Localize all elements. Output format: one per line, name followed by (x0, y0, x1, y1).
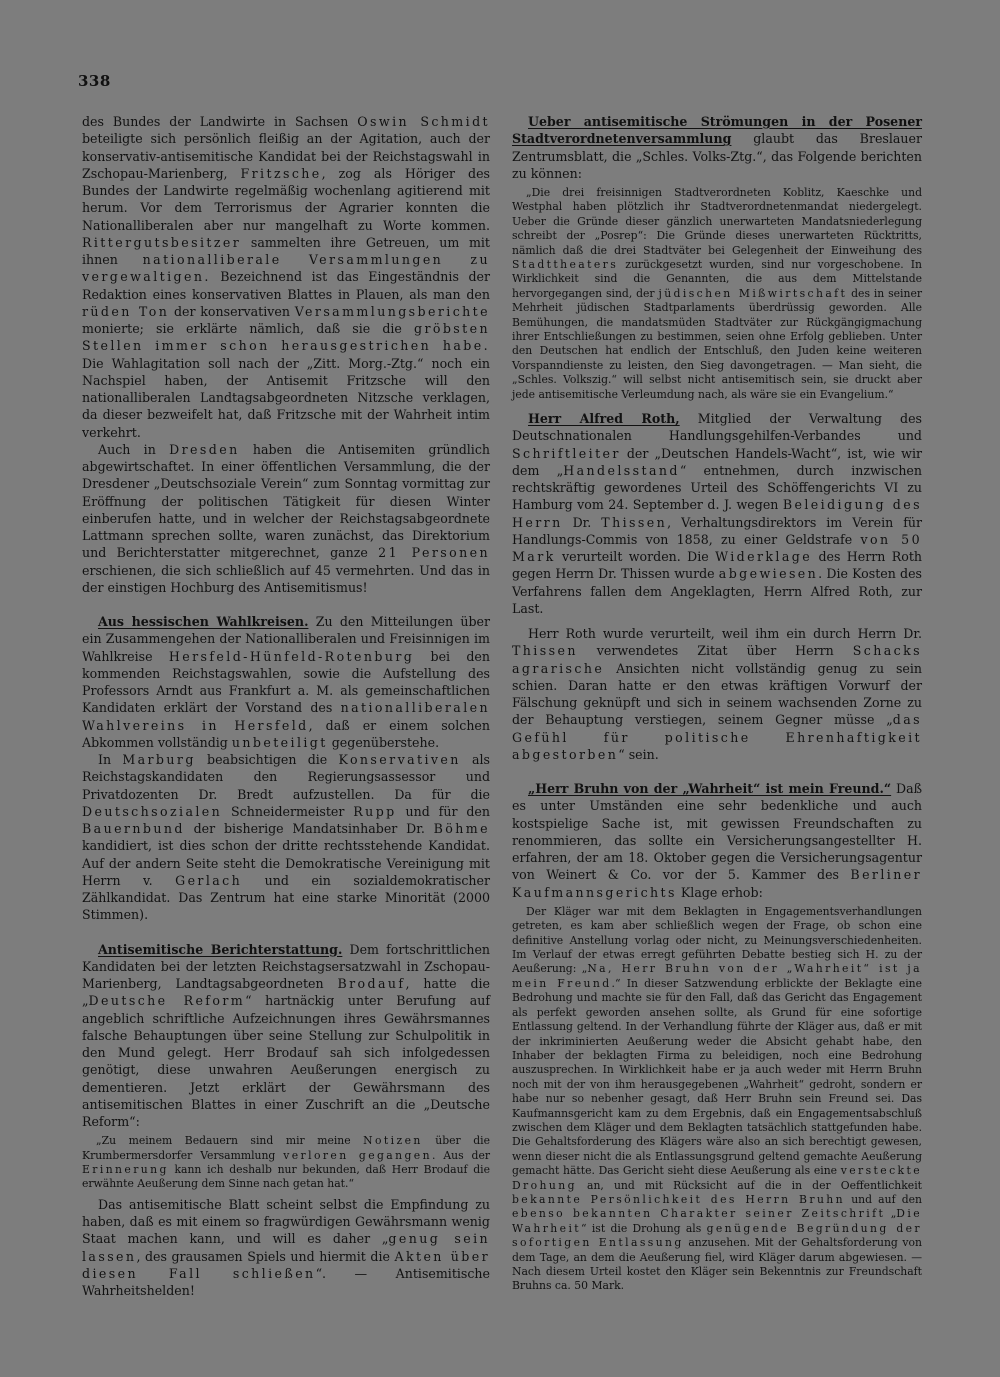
right-column (512, 113, 922, 1298)
article-alfred-roth: Herr Alfred Roth, Mitglied der Verwaltung des Deutschnationalen Handlungsgehilfen-Verbandes und Schriftleiter der „Deutschen Handels-Wacht“, ist, wie wir dem „Handelsstand“ entnehmen, durch inzwischen rechtskräftig gewordenes Urteil des Schöffengerichts VI zu Hamburg vom 24. September d. J. wegen Beleidigung des Herrn Dr. Thissen, Verhaltungsdirektors im Verein für Handlungs-Commis von 1858, zu einer Geldstrafe von 50 Mark verurteilt worden. Die Widerklage des Herrn Roth gegen Herrn Dr. Thissen wurde abgewiesen. Die Kosten des Verfahrens fallen dem Angeklagten, Herrn Alfred Roth, zur Last. (512, 411, 923, 616)
article-heading: Ueber antisemitische Strömungen in der Posener Stadtverordnetenversammlung (512, 114, 922, 147)
quote-posen: „Die drei freisinnigen Stadtverordneten Koblitz, Kaeschke und Westphal haben plötzlich ihr Stadtverordnetenmandat niedergelegt. Ueber die Gründe dieser gänzlich unerwarteten Mandatsniederlegung schreibt der „Posrep“: Die Gründe dieses unerwarteten Rücktritts, nämlich daß die drei Stadtväter bei Gelegenheit der Einweihung des Stadttheaters zurückgesetzt wurden, sind nur vorgeschobene. In Wirklichkeit sind die Genannten, die aus dem Mittelstande hervorgegangen sind, der jüdischen Mißwirtschaft des in seiner Mehrheit jüdischen Stadtparlaments überdrüssig geworden. Alle Bemühungen, die mandatsmüden Stadtväter zur Rückgängigmachung ihrer Entschließungen zu bestimmen, seien ohne Erfolg geblieben. Unter den Deutschen hat endlich der Entschluß, den Juden keine weiteren Vorspanndienste zu leisten, den Sieg davongetragen. — Man sieht, die „Schles. Volkszig.“ will selbst nicht antisemitisch sein, sie druckt aber jede antisemitische Verleumdung nach, als wäre sie ein Evangelium.“ (512, 186, 922, 401)
quote-informant: „Zu meinem Bedauern sind mir meine Notizen über die Krumbermersdorfer Versammlung verloren gegangen. Aus der Erinnerung kann ich deshalb nur bekunden, daß Herr Brodauf die erwähnte Aeußerung dem Sinne nach getan hat.“ (82, 1134, 490, 1191)
article-heading: Antisemitische Berichterstattung. (98, 941, 343, 957)
paragraph-saxony-agitation: des Bundes der Landwirte in Sachsen Oswin Schmidt beteiligte sich persönlich fleißig an der Agitation, auch der konservativ-antisemitische Kandidat bei der Reichstagswahl in Zschopau-Marienberg, Fritzsche, zog als Höriger des Bundes der Landwirte regelmäßig wochenlang agitierend mit herum. Vor dem Terrorismus der Agrarier konnten die Nationalliberalen aber nur mangelhaft zu Worte kommen. Rittergutsbesitzer sammelten ihre Getreuen, um mit ihnen nationalliberale Versammlungen zu vergewaltigen. Bezeichnend ist das Eingeständnis der Redaktion eines konservativen Blattes in Plauen, als man den rüden Ton der konservativen Versammlungsberichte monierte; sie erklärte nämlich, daß sie die gröbsten Stellen immer schon herausgestrichen habe. Die Wahlagitation soll nach der „Zitt. Morg.-Ztg.“ noch ein Nachspiel haben, der Antisemit Fritzsche will den nationalliberalen Landtagsabgeordneten Nitzsche verklagen, da dieser bezweifelt hat, daß Fritzsche mit der Wahrheit intim verkehrt. (82, 114, 491, 440)
quote-court-case: Der Kläger war mit dem Beklagten in Engagementsverhandlungen getreten, es kam aber schließlich wegen der Frage, ob schon eine definitive Anstellung vorlag oder nicht, zu Meinungsverschiedenheiten. Im Verlauf der etwas erregt geführten Debatte bestieg sich H. zu der Aeußerung: „Na, Herr Bruhn von der „Wahrheit“ ist ja mein Freund.“ In dieser Satzwendung erblickte der Beklagte eine Bedrohung und machte sie für den Fall, daß das Gericht das Engagement als perfekt geworden ansehen sollte, als Grund für eine sofortige Entlassung geltend. In der Verhandlung führte der Kläger aus, daß er mit der inkriminierten Aeußerung weder die Absicht gehabt habe, den Inhaber der beklagten Firma zu beleidigen, noch eine Bedrohung auszusprechen. In Wirklichkeit habe er ja auch weder mit Herrn Bruhn noch mit der von ihm herausgegebenen „Wahrheit“ gedroht, sondern er habe nur so nebenher gesagt, daß Herr Bruhn sein Freund sei. Das Kaufmannsgericht kam zu dem Ergebnis, daß ein Engagementsabschluß zwischen dem Kläger und dem Beklagten tatsächlich stattgefunden habe. Die Gehaltsforderung des Klägers wäre also an sich berechtigt gewesen, wenn dieser nicht die als Entlassungsgrund geltend gemachte Aeußerung gemacht hätte. Das Gericht sieht diese Aeußerung als eine versteckte Drohung an, und mit Rücksicht auf die in der Oeffentlichkeit bekannte Persönlichkeit des Herrn Bruhn und auf den ebenso bekannten Charakter seiner Zeitschrift „Die Wahrheit“ ist die Drohung als genügende Begründung der sofortigen Entlassung anzusehen. Mit der Gehaltsforderung von dem Tage, an dem die Aeußerung fiel, wird Kläger darum abgewiesen. — Nach diesem Urteil kostet den Kläger sein Bekenntnis zur Freundschaft Bruhns ca. 50 Mark. (512, 904, 923, 1293)
article-heading: Aus hessischen Wahlkreisen. (98, 614, 309, 629)
left-column (82, 113, 490, 1299)
paragraph-marburg: In Marburg beabsichtigen die Konservativen als Reichstagskandidaten den Regierungsassessor und Privatdozenten Dr. Bredt aufzustellen. Da für die Deutschsozialen Schneidermeister Rupp und für den Bauernbund der bisherige Mandatsinhaber Dr. Böhme kandidiert, ist dies schon der dritte rechtsstehende Kandidat. Auf der andern Seite steht die Demokratische Vereinigung mit Herrn v. Gerlach und ein sozialdemokratischer Zählkandidat. Das Zentrum hat eine starke Minorität (2000 Stimmen). (82, 752, 490, 923)
article-heading: Herr Alfred Roth, (528, 411, 680, 427)
paragraph-dresden: Auch in Dresden haben die Antisemiten gründlich abgewirtschaftet. In einer öffentlichen Versammlung, die der Dresdener „Deutschsoziale Verein“ zum Sonntag vormittag zur Eröffnung der politischen Tätigkeit für diesen Winter einberufen hatte, und in welcher der Reichstagsabgeordnete Lattmann sprechen sollte, waren zunächst, das Direktorium und Berichterstatter mitgerechnet, ganze 21 Personen erschienen, die sich schließlich auf 45 vermehrten. Und das in der einstigen Hochburg des Antisemitismus! (82, 441, 490, 595)
article-heading: „Herr Bruhn von der „Wahrheit“ ist mein Freund.“ (528, 781, 892, 797)
article-hessian-constituencies: Aus hessischen Wahlkreisen. Zu den Mitteilungen über ein Zusammengehen der Nationalliberalen und Freisinnigen im Wahlkreise Hersfeld-Hünfeld-Rotenburg bei den kommenden Reichstagswahlen, sowie die Aufstellung des Professors Arndt aus Frankfurt a. M. als gemeinschaftlichen Kandidaten erklärt der Vorstand des nationalliberalen Wahlvereins in Hersfeld, daß er einem solchen Abkommen vollständig unbeteiligt gegenüberstehe. (82, 614, 490, 750)
article-posen-council: Ueber antisemitische Strömungen in der Posener Stadtverordnetenversammlung glaubt das Breslauer Zentrumsblatt, die „Schles. Volks-Ztg.“, das Folgende berichten zu können: (512, 114, 922, 181)
paragraph-roth-verdict: Herr Roth wurde verurteilt, weil ihm ein durch Herrn Dr. Thissen verwendetes Zitat über Herrn Schacks agrarische Ansichten nicht vollständig genug zu sein schien. Daran hatte er den etwas kräftigen Vorwurf der Fälschung geknüpft und sich in seinem wachsenden Zorne zu der Behauptung verstiegen, seinem Gegner müsse „das Gefühl für politische Ehrenhaftigkeit abgestorben“ sein. (512, 626, 922, 762)
article-antisemitic-reporting: Antisemitische Berichterstattung. Dem fortschrittlichen Kandidaten bei der letzten Reichstagsersatzwahl in Zschopau-Marienberg, Landtagsabgeordneten Brodauf, hatte die „Deutsche Reform“ hartnäckig unter Berufung auf angeblich schriftliche Aufzeichnungen ihres Gewährsmannes falsche Behauptungen über seine Stellung zur Schulpolitik in den Mund gelegt. Herr Brodauf sah sich infolgedessen genötigt, diese unwahren Aeußerungen energisch zu dementieren. Jetzt erklärt der Gewährsmann des antisemitischen Blattes in einer Zuschrift an die „Deutsche Reform“: (82, 941, 491, 1129)
paragraph-truth-heroes: Das antisemitische Blatt scheint selbst die Empfindung zu haben, daß es mit einem so fragwürdigen Gewährsmann wenig Staat machen kann, und will es daher „genug sein lassen, des grausamen Spiels und hiermit die Akten über diesen Fall schließen“. — Antisemitische Wahrheitshelden! (82, 1196, 491, 1299)
article-bruhn-friend: „Herr Bruhn von der „Wahrheit“ ist mein Freund.“ Daß es unter Umständen eine sehr bedenkliche und auch kostspielige Sache ist, mit gewissen Freundschaften zu renommieren, das sollte ein Versicherungsangestellter H. erfahren, der am 18. Oktober gegen die Versicherungsagentur von Weinert & Co. vor der 5. Kammer des Berliner Kaufmannsgerichts Klage erhob: (512, 781, 922, 900)
page-number: 338 (78, 72, 111, 90)
